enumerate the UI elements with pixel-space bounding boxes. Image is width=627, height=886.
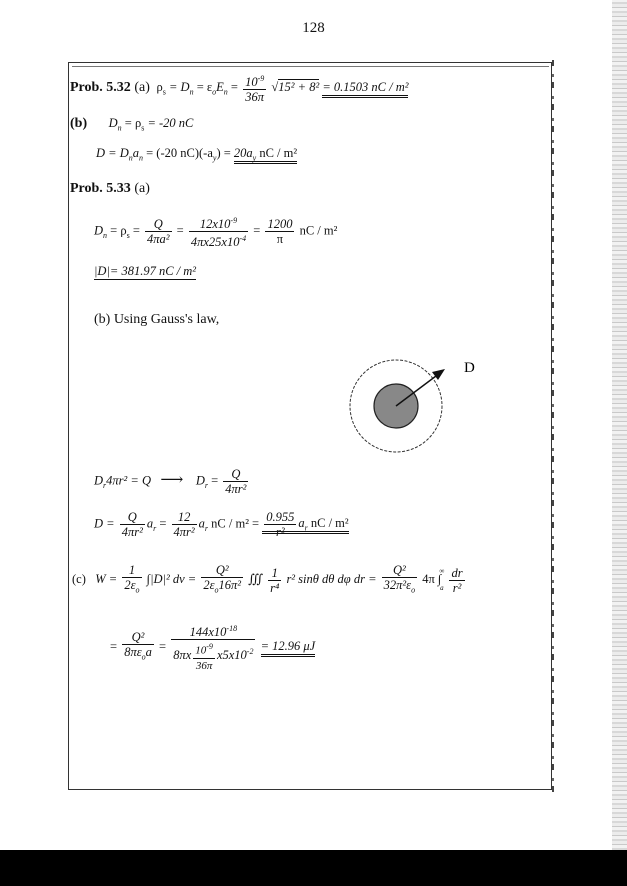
prob-5-32-a-label: (a): [134, 79, 150, 95]
g1-rhs-dr-sub: r: [204, 480, 208, 490]
c-int4-lower: a: [440, 584, 444, 593]
g1-frac: $\frac{Q}{\text{4πr²}}$: [225, 467, 247, 496]
c2-frac-q2-8pi: $\frac{\text{Q²}}{8\pi\varepsilon_oa}$: [124, 630, 152, 662]
result-0-1503: = 0.1503 nC / m²: [322, 80, 408, 98]
page-number: 128: [302, 20, 325, 36]
scan-strip: [612, 0, 627, 850]
eq1-frac-1200-pi: $\frac{1200}{\pi}$: [267, 217, 293, 247]
magnitude-d: [94, 264, 196, 279]
frac-num-sup: -9: [257, 74, 265, 83]
c-triple-integral: ∭: [248, 572, 263, 587]
eq1-rho: = ρ: [110, 223, 127, 238]
g1-equals: =: [211, 473, 219, 488]
result-20ay: 20a: [233, 146, 253, 160]
c-frac-dr-r2: $\frac{dr}{\text{r²}}$: [451, 565, 463, 595]
scan-edge-right: [552, 60, 554, 792]
value-minus-20: = -20 nC: [147, 116, 194, 130]
g1-lhs-rest: 4πr² = Q: [106, 473, 151, 488]
eps-sub: o: [212, 87, 217, 97]
close-paren: ) =: [216, 146, 231, 160]
rho-sub-b: s: [141, 123, 145, 133]
neg20-times: = (-20 nC)(-a: [146, 146, 213, 160]
c2-equals2: =: [159, 639, 167, 654]
sqrt-term: 15² + 8²: [278, 79, 320, 94]
prob-5-33-header: [70, 181, 150, 197]
prob-5-32-b-label: (b): [70, 116, 88, 131]
c-int3-rest: r² sinθ dθ dφ dr =: [286, 572, 377, 587]
eq1-dn-sub: n: [103, 231, 108, 241]
g2-frac-12: $\frac{12}{\text{4πr²}}$: [173, 510, 195, 539]
prob-5-33-title: Prob. 5.33: [70, 181, 131, 196]
g2-frac-q: $\frac{Q}{\text{4πr²}}$: [121, 510, 143, 539]
g1-dr: D: [94, 473, 104, 488]
prob-5-32-line-a: Prob. 5.32 (a) $\rho_s = D_n = \varepsilon_oE_n$ = $\frac{10^{-9}}{36\pi}$ √15² + 8² = 0.1503 nC / m²: [70, 74, 409, 105]
gauss-eq1: [94, 467, 250, 496]
g1-dr-sub: r: [103, 480, 107, 490]
prob-5-33-b-label: (b) Using Gauss's law,: [94, 312, 220, 327]
eq1-frac-q-4pia2: $\frac{Q}{\text{4πa²}}$: [147, 217, 170, 247]
unit-nc-m2: nC / m²: [259, 146, 298, 160]
en-term: E: [216, 79, 224, 94]
energy-eq2: [110, 622, 315, 673]
a-n-sub: n: [139, 153, 143, 163]
d-eq-dn: D = D: [96, 146, 129, 160]
c-int4: 4π ∫: [422, 572, 442, 587]
dn-sub: n: [189, 87, 194, 97]
top-inner-rule: [72, 66, 549, 67]
c-int4-upper: ∞: [439, 567, 445, 576]
sphere-diagram: [346, 350, 516, 470]
dn-term: = D: [168, 79, 190, 94]
eq1-frac-12e-9: $\frac{12x10^{-9}}{4\pi x25x10^{-4}}$: [190, 216, 247, 250]
result-20ay-sub: y: [252, 153, 257, 163]
equals: =: [230, 79, 238, 94]
prob-5-32-title: Prob. 5.32: [70, 79, 131, 95]
gauss-eq2: D = $\frac{Q}{\text{4πr²}}$ $a_r$ = $\frac{12}{\text{4πr²}}$ $a_r$ nC / m² = $\frac{0.955}{\text{r²}}$ $a_r$ nC / m²: [94, 510, 349, 539]
frac-den: 36π: [245, 90, 265, 105]
eq1-equals: =: [132, 223, 140, 238]
c-frac-1-2eps: $\frac{1}{2\varepsilon_o}$: [124, 563, 140, 595]
g2-frac-0955: $\frac{0.955}{\text{r²}}$: [266, 510, 295, 539]
diagram-label-d: D: [464, 360, 475, 376]
c2-result: = 12.96 μJ: [261, 639, 316, 657]
eq1-unit: nC / m²: [299, 223, 338, 238]
c-w: W =: [95, 572, 118, 587]
c2-equals: =: [110, 639, 118, 654]
rho-b: = ρ: [124, 116, 142, 130]
a-n: a: [132, 146, 139, 160]
rho-sub: s: [162, 87, 166, 97]
g2-unit2: nC / m²: [310, 516, 349, 531]
c-frac-1-r4: $\frac{1}{\text{r⁴}}$: [270, 565, 280, 595]
g2-unit: nC / m² =: [211, 516, 260, 531]
ay-sub: y: [212, 153, 217, 163]
c-int1: ∫|D|² dv =: [146, 572, 197, 587]
prob-5-32-line-b: [70, 116, 193, 133]
c2-frac-numeric: $144x10^{-18}$ 8πx $\frac{10^{-9}}{36\pi}$ $x5x10^{-2}$: [173, 624, 254, 672]
dn-symbol: D: [108, 116, 118, 130]
frac-num: 10: [245, 75, 258, 90]
implies-arrow: ⟶: [160, 471, 184, 489]
eq1-dn: D: [94, 223, 104, 238]
c-label: (c): [72, 572, 86, 587]
black-footer-band: [0, 850, 627, 886]
prob-5-33-eq1: $D_n = \rho_s$ = $\frac{Q}{\text{4πa²}}$ = $\frac{12x10^{-9}}{4\pi x25x10^{-4}}$ = $\frac{1200}{\pi}$ nC / m²: [94, 216, 338, 250]
eps-term: = ε: [196, 79, 213, 94]
prob-5-33-a-label: (a): [134, 181, 150, 196]
c-frac-q2-32: $\frac{\text{Q²}}{32\pi^2\varepsilon_o}$: [383, 563, 416, 595]
en-sub: n: [223, 87, 228, 97]
c-frac-q2: $\frac{\text{Q²}}{2\varepsilon_o16\pi^2}$: [203, 563, 242, 595]
rho-symbol: ρ: [156, 79, 163, 94]
g1-rhs-dr: D: [195, 473, 205, 488]
dn-sub-b: n: [117, 123, 122, 133]
g2-d-eq: D =: [94, 516, 115, 531]
energy-eq1: [72, 563, 467, 598]
magnitude-value: |D|= 381.97 nC / m²: [94, 264, 197, 278]
prob-5-32-b-line2: [96, 146, 297, 163]
fraction-10-9-over-36pi: [243, 72, 266, 104]
eq1-rho-sub: s: [126, 231, 130, 241]
d-eq-dn-sub: n: [128, 153, 133, 163]
